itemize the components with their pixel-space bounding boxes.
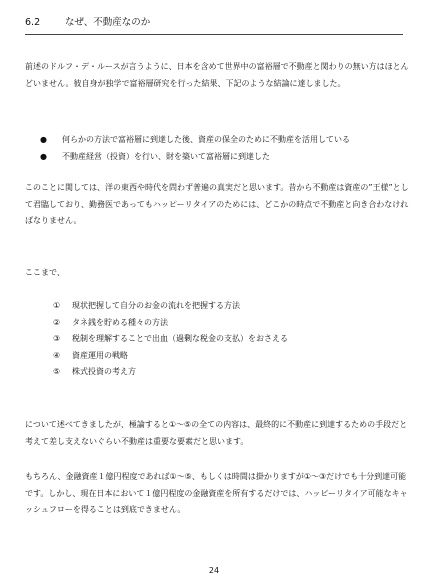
paragraph-universal-truth: このことに関しては、洋の東西や時代を問わず普遍の真実だと思います。昔から不動産は資産の”王様”として君臨しており、勤務医であってもハッピーリタイアのためには、どこかの時点で不動産と向き合わなければなりません。 (25, 183, 409, 225)
section-number: 6.2 (25, 17, 41, 28)
section-heading (25, 14, 403, 35)
section-title: なぜ、不動産なのか (65, 17, 151, 28)
paragraph-conclusion: について述べてきましたが、極論すると①～⑤の全ての内容は、最終的に不動産に到達するための手段だと考えて差し支えないぐらい不動産は重要な要素だと思います。 (25, 420, 408, 446)
numbered-list (53, 298, 288, 381)
list-item (53, 331, 288, 348)
list-item (53, 298, 288, 315)
intro-paragraph: 前述のドルフ・デ・ルースが言うように、日本を含めて世界中の富裕層で不動産と関わりの無い方はほとんどいません。彼自身が独学で富裕層研究を行った結果、下記のような結論に達しました。 (25, 62, 409, 88)
bullet-mark: ● (40, 135, 47, 144)
list-item-text: タネ銭を貯める種々の方法 (72, 317, 168, 327)
list-item (53, 348, 288, 365)
bullet-item (40, 132, 350, 149)
list-item (53, 315, 288, 332)
circled-number: ⑤ (53, 367, 61, 376)
circled-number: ④ (53, 350, 61, 360)
circled-number: ② (53, 317, 61, 327)
circled-number: ③ (53, 334, 61, 343)
list-intro: ここまで、 (25, 268, 65, 277)
bullet-text: 何らかの方法で富裕層に到達した後、資産の保全のために不動産を活用している (62, 135, 350, 144)
list-item-text: 資産運用の戦略 (72, 350, 128, 360)
list-item-text: 現状把握して自分のお金の流れを把握する方法 (72, 301, 240, 310)
page-number: 24 (208, 566, 220, 575)
bullet-mark: ● (40, 151, 47, 161)
bullet-text: 不動産経営（投資）を行い、財を築いて富裕層に到達した (62, 151, 270, 161)
list-item (53, 364, 288, 381)
bullet-list (40, 132, 350, 165)
bullet-item (40, 149, 350, 166)
list-item-text: 株式投資の考え方 (72, 367, 136, 376)
circled-number: ① (53, 301, 61, 310)
paragraph-financial-assets: もちろん、金融資産１億円程度であれば①～⑤、もしくは時間は掛かりますが①～③だけでも十分到達可能です。しかし、現在日本において１億円程度の金融資産を所有するだけでは、ハッピーリタイア可能なキャッシュフローを得ることは到底できません。 (25, 472, 408, 514)
list-item-text: 税制を理解することで出血（過剰な税金の支払）をおさえる (72, 334, 288, 343)
